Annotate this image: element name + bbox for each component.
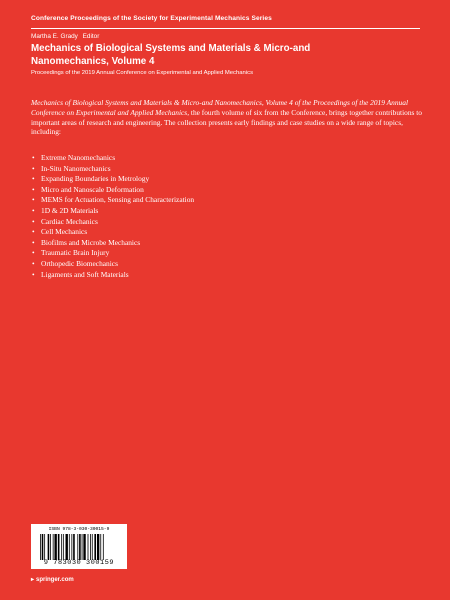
bullet: •	[32, 248, 35, 258]
list-item	[31, 259, 331, 270]
list-item	[31, 206, 331, 217]
list-item	[31, 270, 331, 281]
website-link[interactable]	[31, 576, 74, 583]
description-text: the fourth volume of six from the Conference, brings together contributions to important areas of research and engineering. The collection presents early findings and case studies on a wide range of topics, including:	[31, 107, 423, 137]
book-title-line-2: Nanomechanics, Volume 4	[31, 56, 155, 67]
description-italic: Mechanics of Biological Systems and Materials & Micro-and Nanomechanics, Volume 4 of the Proceedings of the 2019 Annual Conference on Experimental and Applied Mechanics,	[31, 98, 408, 117]
editor-name: Martha E. Grady	[31, 33, 78, 40]
topic-label: In-Situ Nanomechanics	[41, 163, 111, 173]
book-title	[31, 42, 371, 68]
header-divider	[31, 28, 420, 29]
list-item	[31, 238, 331, 249]
bullet: •	[32, 216, 35, 226]
list-item	[31, 153, 331, 164]
isbn-label: ISBN 978-3-030-30015-9	[48, 527, 110, 532]
book-title-line-1: Mechanics of Biological Systems and Materials & Micro-and	[31, 43, 311, 54]
website-url: springer.com	[36, 577, 74, 583]
topic-label: Micro and Nanoscale Deformation	[41, 184, 144, 194]
bullet: •	[32, 205, 35, 215]
bullet: •	[32, 237, 35, 247]
topic-label: Extreme Nanomechanics	[41, 153, 116, 162]
list-item	[31, 174, 331, 185]
list-item	[31, 195, 331, 206]
topic-label: 1D & 2D Materials	[41, 205, 99, 215]
bullet: •	[32, 163, 35, 173]
list-item	[31, 217, 331, 228]
bullet: •	[32, 174, 35, 184]
description	[31, 98, 423, 137]
list-item	[31, 227, 331, 238]
barcode-digits: 9 783030 300159	[43, 559, 115, 567]
topic-label: Orthopedic Biomechanics	[41, 258, 118, 268]
bullet: •	[32, 195, 35, 205]
topic-label: Cardiac Mechanics	[41, 216, 98, 226]
series-title: Conference Proceedings of the Society for Experimental Mechanics Series	[31, 15, 272, 22]
topic-label: Cell Mechanics	[41, 227, 88, 237]
arrow-icon: ▸	[31, 577, 35, 583]
barcode-panel	[31, 524, 127, 569]
list-item	[31, 248, 331, 259]
list-item	[31, 185, 331, 196]
topic-label: Ligaments and Soft Materials	[41, 269, 129, 279]
list-item	[31, 164, 331, 175]
book-subtitle: Proceedings of the 2019 Annual Conference on Experimental and Applied Mechanics	[31, 70, 254, 76]
bullet: •	[32, 227, 35, 237]
bullet: •	[32, 184, 35, 194]
topic-label: MEMS for Actuation, Sensing and Characterization	[41, 195, 195, 205]
editor-line	[31, 33, 99, 40]
bullet: •	[32, 269, 35, 279]
topic-label: Traumatic Brain Injury	[41, 248, 110, 258]
bullet: •	[32, 153, 35, 162]
editor-role: Editor	[82, 33, 100, 40]
topics-list	[31, 153, 331, 280]
topic-label: Expanding Boundaries in Metrology	[41, 174, 150, 184]
barcode-icon	[40, 534, 122, 560]
bullet: •	[32, 258, 35, 268]
topic-label: Biofilms and Microbe Mechanics	[41, 237, 141, 247]
